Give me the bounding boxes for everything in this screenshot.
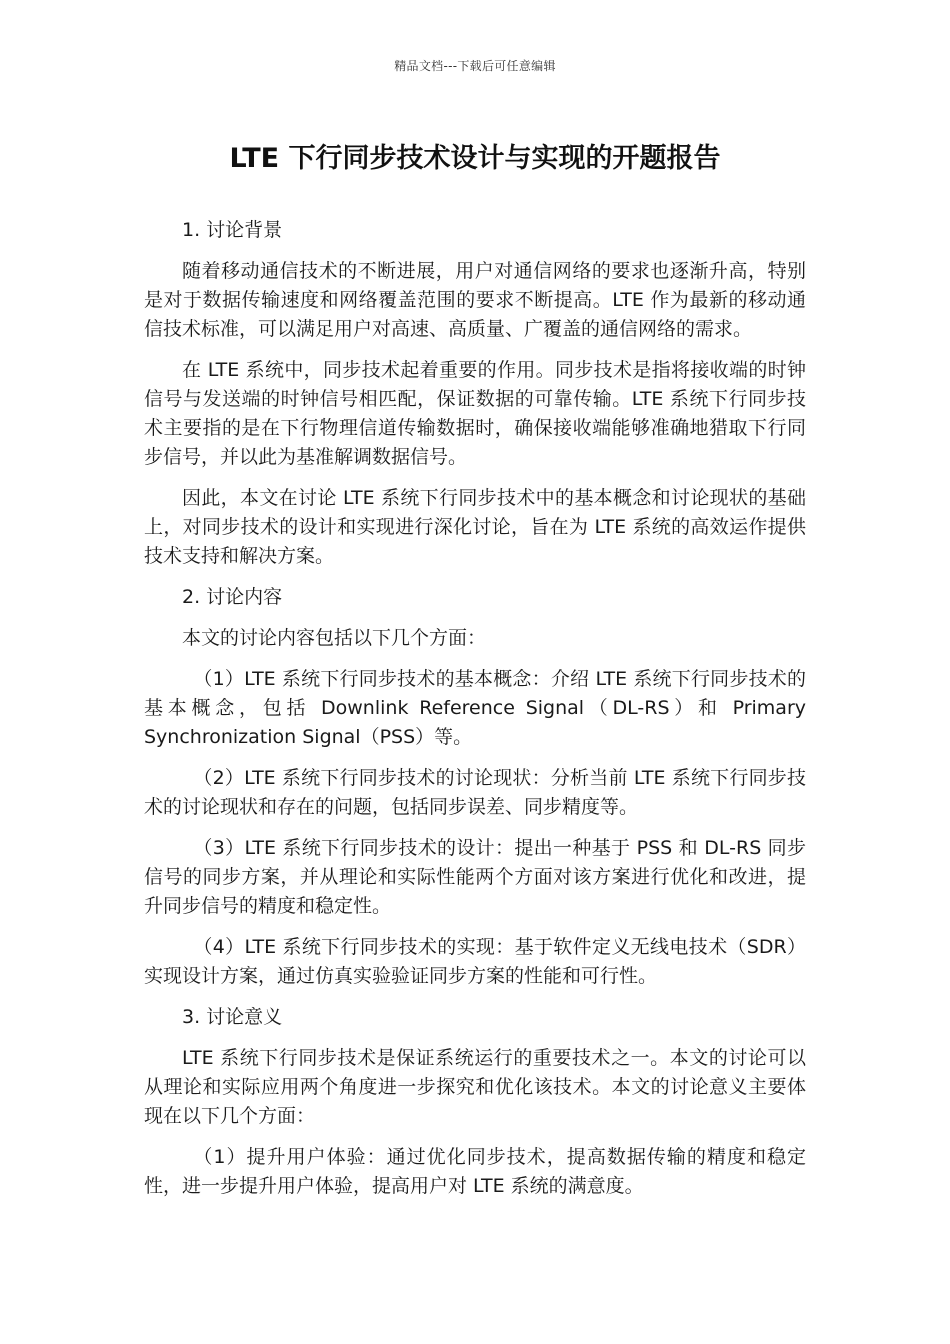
list-item: （3）LTE 系统下行同步技术的设计：提出一种基于 PSS 和 DL-RS 同步信号的同步方案，并从理论和实际性能两个方面对该方案进行优化和改进，提升同步信号的精度和稳定性。 — [144, 837, 806, 917]
header-note: 精品文档---下载后可任意编辑 — [394, 59, 556, 73]
section-heading-content: 2. 讨论内容 — [182, 586, 283, 608]
section-heading-significance: 3. 讨论意义 — [182, 1006, 283, 1028]
section-heading-background: 1. 讨论背景 — [182, 219, 283, 241]
paragraph: LTE 系统下行同步技术是保证系统运行的重要技术之一。本文的讨论可以从理论和实际应用两个角度进一步探究和优化该技术。本文的讨论意义主要体现在以下几个方面： — [144, 1047, 806, 1127]
paragraph: 因此，本文在讨论 LTE 系统下行同步技术中的基本概念和讨论现状的基础上，对同步技术的设计和实现进行深化讨论，旨在为 LTE 系统的高效运作提供技术支持和解决方案。 — [144, 487, 806, 567]
list-item: （2）LTE 系统下行同步技术的讨论现状：分析当前 LTE 系统下行同步技术的讨论现状和存在的问题，包括同步误差、同步精度等。 — [144, 767, 806, 818]
document-title: LTE 下行同步技术设计与实现的开题报告 — [229, 143, 721, 174]
paragraph: 本文的讨论内容包括以下几个方面： — [182, 627, 487, 649]
list-item: （1）LTE 系统下行同步技术的基本概念：介绍 LTE 系统下行同步技术的基本概念，包括 Downlink Reference Signal（DL-RS）和 Primary Synchronization Signal（PSS）等。 — [144, 668, 806, 748]
paragraph: 在 LTE 系统中，同步技术起着重要的作用。同步技术是指将接收端的时钟信号与发送端的时钟信号相匹配，保证数据的可靠传输。LTE 系统下行同步技术主要指的是在下行物理信道传输数据时，确保接收端能够准确地猎取下行同步信号，并以此为基准解调数据信号。 — [144, 359, 806, 468]
list-item: （1）提升用户体验：通过优化同步技术，提高数据传输的精度和稳定性，进一步提升用户体验，提高用户对 LTE 系统的满意度。 — [144, 1146, 806, 1197]
paragraph: 随着移动通信技术的不断进展，用户对通信网络的要求也逐渐升高，特别是对于数据传输速度和网络覆盖范围的要求不断提高。LTE 作为最新的移动通信技术标准，可以满足用户对高速、高质量、广覆盖的通信网络的需求。 — [144, 260, 806, 340]
list-item: （4）LTE 系统下行同步技术的实现：基于软件定义无线电技术（SDR）实现设计方案，通过仿真实验验证同步方案的性能和可行性。 — [144, 936, 806, 987]
document-body — [144, 216, 806, 1213]
